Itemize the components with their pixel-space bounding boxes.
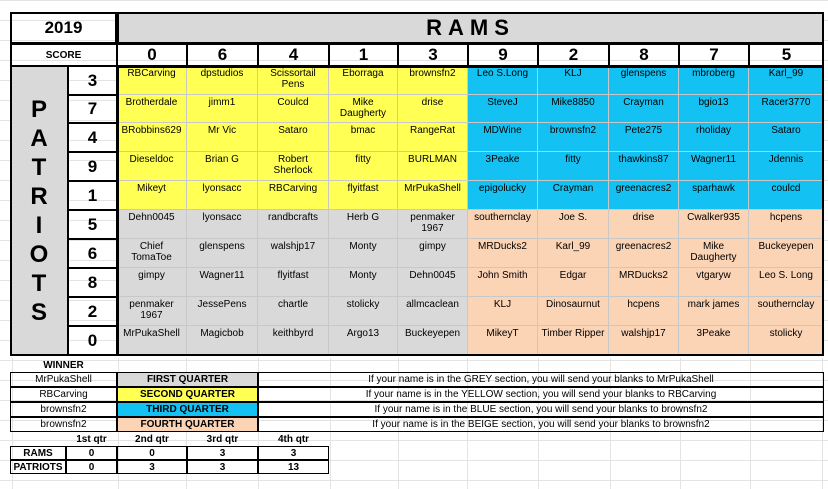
- square-cell: Mike Daugherty: [679, 239, 749, 268]
- score-table-value: 3: [187, 460, 258, 474]
- row-digit: 2: [68, 297, 117, 326]
- instruction-text: If your name is in the YELLOW section, you will send your blanks to RBCarving: [258, 387, 824, 402]
- square-cell: KLJ: [468, 297, 538, 326]
- square-cell: greenacres2: [609, 181, 679, 210]
- square-cell: glenspens: [609, 66, 679, 95]
- square-cell: walshjp17: [258, 239, 329, 268]
- square-cell: drise: [398, 95, 468, 123]
- square-cell: glenspens: [187, 239, 258, 268]
- square-cell: Mike8850: [538, 95, 609, 123]
- square-cell: Brian G: [187, 152, 258, 181]
- col-digit: 1: [329, 44, 398, 66]
- square-cell: penmaker 1967: [398, 210, 468, 239]
- instruction-text: If your name is in the BLUE section, you will send your blanks to brownsfn2: [258, 402, 824, 417]
- square-cell: fitty: [538, 152, 609, 181]
- square-cell: JessePens: [187, 297, 258, 326]
- square-cell: RBCarving: [258, 181, 329, 210]
- square-cell: RBCarving: [117, 66, 187, 95]
- score-table-team: PATRIOTS: [10, 460, 66, 474]
- col-digit: 6: [187, 44, 258, 66]
- square-cell: lyonsacc: [187, 210, 258, 239]
- square-cell: Wagner11: [679, 152, 749, 181]
- square-cell: Racer3770: [749, 95, 824, 123]
- row-digit: 3: [68, 66, 117, 95]
- square-cell: Magicbob: [187, 326, 258, 356]
- square-cell: Chief TomaToe: [117, 239, 187, 268]
- square-cell: Crayman: [538, 181, 609, 210]
- col-digit: 5: [749, 44, 824, 66]
- col-digit: 8: [609, 44, 679, 66]
- square-cell: epigolucky: [468, 181, 538, 210]
- square-cell: Mikeyt: [117, 181, 187, 210]
- square-cell: mark james: [679, 297, 749, 326]
- square-cell: Dehn0045: [398, 268, 468, 297]
- score-table-value: 13: [258, 460, 329, 474]
- square-cell: vtgaryw: [679, 268, 749, 297]
- score-table-value: 3: [187, 446, 258, 460]
- square-cell: Sataro: [258, 123, 329, 152]
- square-cell: 3Peake: [679, 326, 749, 356]
- col-digit: 0: [117, 44, 187, 66]
- square-cell: BURLMAN: [398, 152, 468, 181]
- square-cell: Brotherdale: [117, 95, 187, 123]
- score-table-header: 3rd qtr: [206, 433, 239, 445]
- square-cell: chartle: [258, 297, 329, 326]
- square-cell: SteveJ: [468, 95, 538, 123]
- row-digit: 5: [68, 210, 117, 239]
- score-table-header: 2nd qtr: [135, 433, 169, 445]
- quarter-label: SECOND QUARTER: [117, 387, 258, 402]
- square-cell: Argo13: [329, 326, 398, 356]
- team-side-letter: P: [30, 96, 47, 123]
- square-cell: walshjp17: [609, 326, 679, 356]
- square-cell: MRDucks2: [609, 268, 679, 297]
- square-cell: Coulcd: [258, 95, 329, 123]
- square-cell: Dehn0045: [117, 210, 187, 239]
- square-cell: rholiday: [679, 123, 749, 152]
- square-cell: 3Peake: [468, 152, 538, 181]
- square-cell: jimm1: [187, 95, 258, 123]
- square-cell: Cwalker935: [679, 210, 749, 239]
- square-cell: Joe S.: [538, 210, 609, 239]
- gridline: [0, 0, 828, 1]
- score-table-value: 0: [117, 446, 187, 460]
- square-cell: greenacres2: [609, 239, 679, 268]
- score-table-value: 0: [66, 446, 117, 460]
- square-cell: gimpy: [398, 239, 468, 268]
- score-table-header: 4th qtr: [277, 433, 310, 445]
- square-cell: thawkins87: [609, 152, 679, 181]
- square-cell: Edgar: [538, 268, 609, 297]
- square-cell: Monty: [329, 239, 398, 268]
- score-table-value: 3: [258, 446, 329, 460]
- square-cell: flyitfast: [329, 181, 398, 210]
- square-cell: brownsfn2: [538, 123, 609, 152]
- square-cell: southernclay: [468, 210, 538, 239]
- row-digit: 7: [68, 95, 117, 123]
- gridline: [0, 360, 828, 361]
- square-cell: Leo S.Long: [468, 66, 538, 95]
- score-table-value: 0: [66, 460, 117, 474]
- square-cell: hcpens: [609, 297, 679, 326]
- square-cell: Dinosaurnut: [538, 297, 609, 326]
- square-cell: Wagner11: [187, 268, 258, 297]
- square-cell: Timber Ripper: [538, 326, 609, 356]
- winner-name: MrPukaShell: [10, 372, 117, 387]
- quarter-label: FOURTH QUARTER: [117, 417, 258, 432]
- gridline: [0, 480, 828, 481]
- square-cell: Buckeyepen: [749, 239, 824, 268]
- square-cell: John Smith: [468, 268, 538, 297]
- square-cell: brownsfn2: [398, 66, 468, 95]
- col-digit: 2: [538, 44, 609, 66]
- square-cell: MrPukaShell: [117, 326, 187, 356]
- square-cell: coulcd: [749, 181, 824, 210]
- team-side-letter: A: [30, 125, 48, 152]
- score-table-team: RAMS: [10, 446, 66, 460]
- col-digit: 3: [398, 44, 468, 66]
- square-cell: Pete275: [609, 123, 679, 152]
- square-cell: stolicky: [329, 297, 398, 326]
- square-cell: allmcaclean: [398, 297, 468, 326]
- winner-name: brownsfn2: [10, 402, 117, 417]
- team-side-letter: S: [30, 299, 47, 326]
- instruction-text: If your name is in the GREY section, you will send your blanks to MrPukaShell: [258, 372, 824, 387]
- col-digit: 9: [468, 44, 538, 66]
- square-cell: Leo S. Long: [749, 268, 824, 297]
- square-cell: Scissortail Pens: [258, 66, 329, 95]
- square-cell: MDWine: [468, 123, 538, 152]
- square-cell: Buckeyepen: [398, 326, 468, 356]
- col-digit: 7: [679, 44, 749, 66]
- row-digit: 0: [68, 326, 117, 356]
- score-table-value: 3: [117, 460, 187, 474]
- instruction-text: If your name is in the BEIGE section, you will send your blanks to brownsfn2: [258, 417, 824, 432]
- team-top-title: RAMS: [117, 12, 824, 44]
- square-cell: stolicky: [749, 326, 824, 356]
- row-digit: 6: [68, 239, 117, 268]
- score-label: SCORE: [10, 44, 117, 66]
- team-side-letter: O: [29, 241, 49, 268]
- quarter-label: THIRD QUARTER: [117, 402, 258, 417]
- row-digit: 8: [68, 268, 117, 297]
- square-cell: mbroberg: [679, 66, 749, 95]
- row-digit: 9: [68, 152, 117, 181]
- square-cell: MikeyT: [468, 326, 538, 356]
- square-cell: Jdennis: [749, 152, 824, 181]
- square-cell: gimpy: [117, 268, 187, 297]
- square-cell: Crayman: [609, 95, 679, 123]
- team-side-letter: T: [31, 154, 47, 181]
- square-cell: BRobbins629: [117, 123, 187, 152]
- square-cell: Karl_99: [538, 239, 609, 268]
- team-side-letter: R: [30, 183, 48, 210]
- quarter-label: FIRST QUARTER: [117, 372, 258, 387]
- square-cell: hcpens: [749, 210, 824, 239]
- row-digit: 1: [68, 181, 117, 210]
- square-cell: fitty: [329, 152, 398, 181]
- square-cell: drise: [609, 210, 679, 239]
- square-cell: MrPukaShell: [398, 181, 468, 210]
- square-cell: Karl_99: [749, 66, 824, 95]
- square-cell: lyonsacc: [187, 181, 258, 210]
- square-cell: Herb G: [329, 210, 398, 239]
- score-table-corner: [10, 432, 66, 446]
- square-cell: sparhawk: [679, 181, 749, 210]
- square-cell: bmac: [329, 123, 398, 152]
- winner-label: WINNER: [43, 359, 84, 371]
- square-cell: KLJ: [538, 66, 609, 95]
- square-cell: Sataro: [749, 123, 824, 152]
- square-cell: bgio13: [679, 95, 749, 123]
- square-cell: dpstudios: [187, 66, 258, 95]
- team-side-title: [10, 66, 68, 356]
- year-cell: 2019: [10, 12, 117, 44]
- square-cell: randbcrafts: [258, 210, 329, 239]
- square-cell: Eborraga: [329, 66, 398, 95]
- square-cell: penmaker 1967: [117, 297, 187, 326]
- col-digit: 4: [258, 44, 329, 66]
- score-table-header: 1st qtr: [76, 433, 107, 445]
- winner-name: brownsfn2: [10, 417, 117, 432]
- winner-name: RBCarving: [10, 387, 117, 402]
- square-cell: southernclay: [749, 297, 824, 326]
- square-cell: Mike Daugherty: [329, 95, 398, 123]
- square-cell: flyitfast: [258, 268, 329, 297]
- square-cell: Monty: [329, 268, 398, 297]
- team-side-letter: I: [35, 212, 43, 239]
- square-cell: Robert Sherlock: [258, 152, 329, 181]
- square-cell: MRDucks2: [468, 239, 538, 268]
- team-side-letter: T: [31, 270, 47, 297]
- square-cell: keithbyrd: [258, 326, 329, 356]
- square-cell: RangeRat: [398, 123, 468, 152]
- square-cell: Mr Vic: [187, 123, 258, 152]
- row-digit: 4: [68, 123, 117, 152]
- square-cell: Dieseldoc: [117, 152, 187, 181]
